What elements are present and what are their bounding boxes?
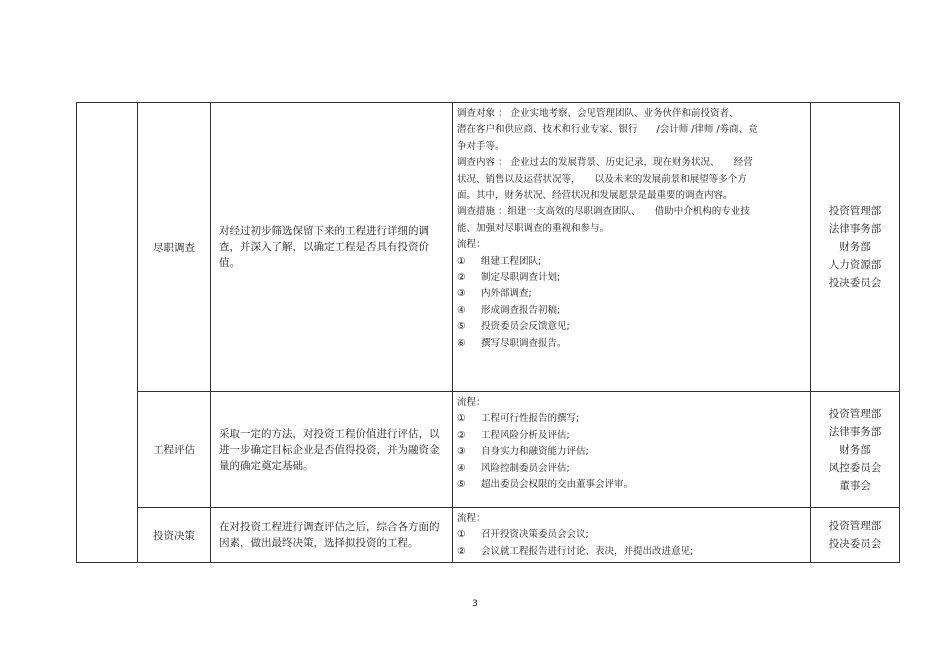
process-step xyxy=(457,254,806,270)
detail-line: 潜在客户和供应商、技术和行业专家、银行 /会计师 /律师 /劵商、竞 xyxy=(457,124,758,136)
process-step xyxy=(457,428,806,444)
step-number: ② xyxy=(457,272,466,284)
step-text: 超出委员会权限的交由董事会评审。 xyxy=(481,479,634,491)
process-step xyxy=(457,477,806,493)
detail-line: 状况、销售以及运营状况等， 以及未来的发展前景和展望等多个方 xyxy=(457,173,747,185)
step-text: 会议就工程报告进行讨论、表决，并提出改进意见; xyxy=(481,545,694,557)
process-heading: 流程： xyxy=(457,239,486,251)
detail-line: 面。其中，财务状况、经营状况和发展愿景是最重要的调查内容。 xyxy=(457,190,733,202)
stage-details xyxy=(453,103,811,392)
responsible-departments xyxy=(811,508,900,563)
process-step xyxy=(457,411,806,427)
stage-details xyxy=(453,392,811,508)
step-text: 工程风险分析及评估; xyxy=(481,429,570,441)
table-row xyxy=(77,392,900,508)
process-step xyxy=(457,270,806,286)
step-text: 召开投资决策委员会会议; xyxy=(481,529,589,541)
process-step xyxy=(457,336,806,352)
process-steps xyxy=(457,527,806,560)
department-item: 董事会 xyxy=(839,479,871,492)
step-text: 撰写尽职调查报告。 xyxy=(481,337,567,349)
detail-line: 调查对象 ： 企业实地考察、会见管理团队、业务伙伴和前投资者、 xyxy=(457,108,739,119)
process-heading: 流程： xyxy=(457,513,486,524)
step-text: 工程可行性报告的撰写; xyxy=(481,413,580,425)
phase-cell xyxy=(77,103,138,563)
process-step xyxy=(457,319,806,335)
process-steps xyxy=(457,254,806,352)
table-row xyxy=(77,103,900,392)
department-list xyxy=(811,202,899,292)
process-step xyxy=(457,303,806,319)
responsible-departments xyxy=(811,392,900,508)
detail-line: 调查措施 ：组建一支高效的尽职调查团队、 借助中介机构的专业技 xyxy=(457,206,750,218)
step-number: ③ xyxy=(457,446,466,458)
detail-line: 调查内容 ： 企业过去的发展背景、历史记录，现在财务状况、 经营 xyxy=(457,157,753,169)
step-number: ① xyxy=(457,529,466,541)
department-item: 法律事务部 xyxy=(828,425,882,438)
process-step xyxy=(457,286,806,302)
process-step xyxy=(457,461,806,477)
step-number: ② xyxy=(457,545,466,557)
department-item: 投资管理部 xyxy=(828,205,882,217)
responsible-departments xyxy=(811,103,900,392)
department-item: 财务部 xyxy=(839,241,871,253)
department-list xyxy=(811,405,899,495)
table-row xyxy=(77,508,900,563)
step-text: 自身实力和融资能力评估; xyxy=(481,446,589,458)
step-number: ⑤ xyxy=(457,479,466,491)
process-steps xyxy=(457,411,806,493)
process-step xyxy=(457,544,806,560)
department-item: 投资管理部 xyxy=(828,520,882,533)
process-table xyxy=(76,102,900,563)
department-item: 风控委员会 xyxy=(828,461,882,474)
department-item: 投决委员会 xyxy=(828,277,882,289)
stage-name: 投资决策 xyxy=(138,508,211,563)
process-heading: 流程： xyxy=(457,397,486,408)
detail-line: 能、加强对尽职调查的重视和参与。 xyxy=(457,222,610,234)
step-text: 风险控制委员会评估; xyxy=(481,462,570,474)
department-item: 投资管理部 xyxy=(828,407,882,420)
step-number: ② xyxy=(457,429,466,441)
department-item: 投决委员会 xyxy=(828,538,882,551)
page-number: 3 xyxy=(472,599,478,609)
step-number: ① xyxy=(457,255,466,267)
process-step xyxy=(457,444,806,460)
step-number: ① xyxy=(457,413,466,425)
detail-line: 争对手等。 xyxy=(457,140,505,152)
stage-name: 工程评估 xyxy=(138,392,211,508)
department-item: 法律事务部 xyxy=(828,223,882,235)
process-step xyxy=(457,527,806,543)
department-item: 人力资源部 xyxy=(828,259,882,271)
step-number: ⑥ xyxy=(457,337,466,349)
stage-details xyxy=(453,508,811,563)
step-text: 制定尽职调查计划; xyxy=(481,272,561,284)
stage-description: 采取一定的方法，对投资工程价值进行评估，以进一步确定目标企业是否值得投资，并为融资金量的确定奠定基础。 xyxy=(211,392,453,508)
step-number: ④ xyxy=(457,304,466,316)
step-number: ④ xyxy=(457,462,466,474)
step-text: 形成调查报告初稿; xyxy=(481,304,561,316)
department-list xyxy=(811,517,899,553)
stage-name: 尽职调查 xyxy=(138,103,211,392)
step-text: 投资委员会反馈意见; xyxy=(481,321,570,333)
step-text: 组建工程团队; xyxy=(481,255,542,267)
step-number: ⑤ xyxy=(457,321,466,333)
stage-description: 对经过初步筛选保留下来的工程进行详细的调查，并深入了解，以确定工程是否具有投资价值。 xyxy=(211,103,453,392)
step-number: ③ xyxy=(457,288,466,300)
step-text: 内外部调查; xyxy=(481,288,532,300)
department-item: 财务部 xyxy=(839,443,871,456)
stage-description: 在对投资工程进行调查评估之后，综合各方面的因素，做出最终决策，选择拟投资的工程。 xyxy=(211,508,453,563)
